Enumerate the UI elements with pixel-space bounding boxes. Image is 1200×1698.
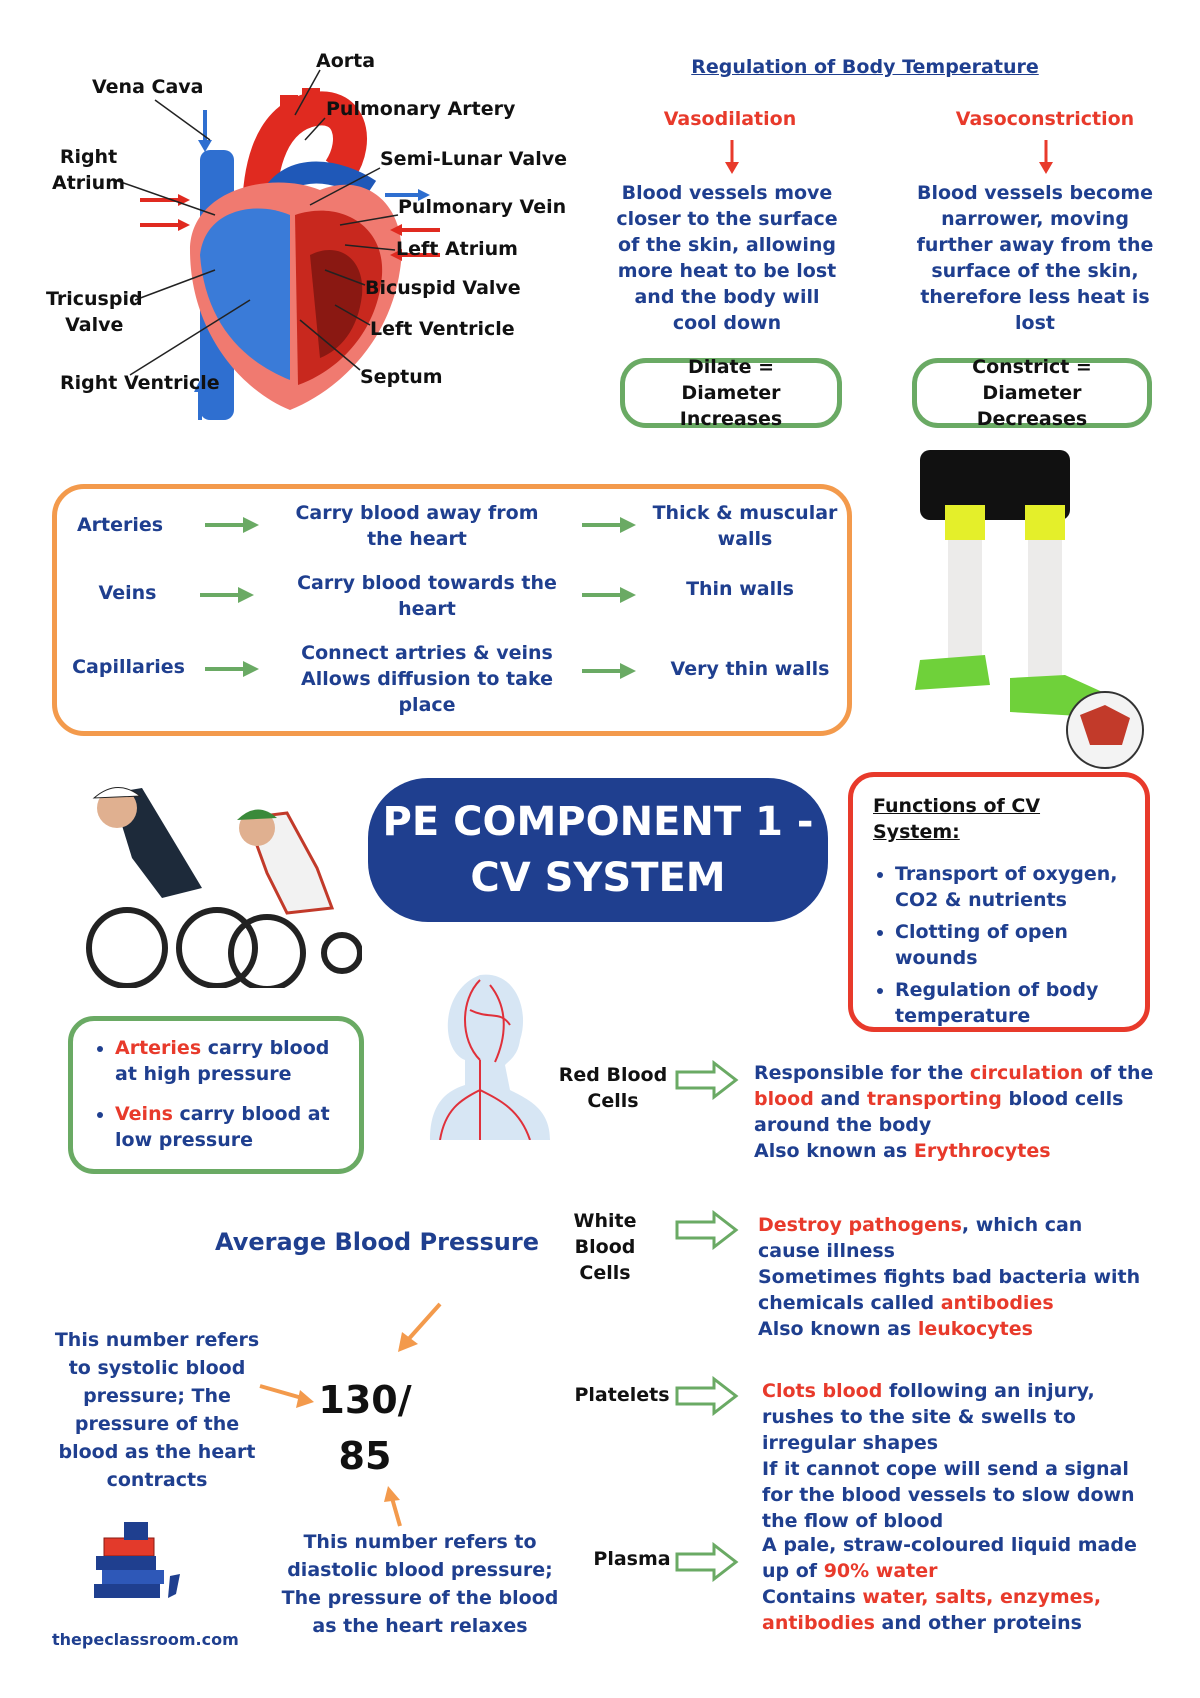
highlight: Erythrocytes: [913, 1140, 1051, 1162]
vasodilation-text: Blood vessels move closer to the surface of the skin, allowing more heat to be lost and the body will cool down: [616, 182, 838, 334]
label-pulmonary-artery: Pulmonary Artery: [326, 98, 516, 120]
vessel-name: Arteries: [76, 514, 164, 536]
books-logo-icon: [84, 1518, 184, 1612]
pressure-item-red: Veins: [115, 1103, 173, 1125]
bp-arrow-bottom: [380, 1484, 410, 1534]
label-right-atrium: [52, 144, 125, 196]
rbc-label-line1: Red Blood: [558, 1064, 668, 1086]
bp-heading: Average Blood Pressure: [215, 1228, 539, 1256]
highlight: Clots blood: [762, 1380, 883, 1402]
label-tricuspid-line2: Valve: [65, 314, 124, 336]
vasoconstriction-box-text: Constrict = Diameter Decreases: [972, 356, 1092, 430]
pressure-item-veins: [115, 1101, 341, 1153]
wbc-label: [540, 1208, 670, 1286]
label-aorta: Aorta: [316, 50, 376, 72]
functions-item: • Transport of oxygen, CO2 & nutrients: [895, 861, 1125, 913]
functions-item: • Regulation of body temperature: [895, 977, 1125, 1029]
highlight: circulation: [969, 1062, 1084, 1084]
label-septum: Septum: [360, 366, 443, 388]
text: of the: [1083, 1062, 1154, 1084]
plasma-desc-line2: [762, 1584, 1162, 1636]
temperature-title: Regulation of Body Temperature: [691, 56, 1039, 78]
highlight: water, salts, enzymes, antibodies: [762, 1586, 1102, 1634]
platelets-desc-line1: [762, 1378, 1160, 1456]
outline-arrow-icon: [674, 1542, 740, 1586]
text: Responsible for the: [754, 1062, 970, 1084]
plasma-label: Plasma: [593, 1548, 671, 1570]
pressure-item-text: carry blood at high pressure: [115, 1037, 330, 1085]
right-arrow-icon: [582, 514, 636, 540]
pressure-item-arteries: [115, 1035, 341, 1087]
right-arrow-icon: [200, 584, 254, 610]
page-title-line1: PE COMPONENT 1 -: [382, 799, 814, 845]
bp-arrow-top: [396, 1300, 446, 1358]
platelets-desc-line2: If it cannot cope will send a signal for the blood vessels to slow down the flow of blood: [762, 1458, 1135, 1532]
functions-list: [873, 861, 1125, 1029]
highlight: Destroy pathogens: [758, 1214, 962, 1236]
plasma-desc-line1: [762, 1532, 1162, 1584]
bp-value: [310, 1372, 420, 1484]
vasodilation-box-text: Dilate = Diameter Increases: [679, 356, 783, 430]
outline-arrow-icon: [674, 1376, 740, 1420]
bp-arrow-left: [258, 1380, 318, 1414]
vasodilation-box: [620, 358, 842, 428]
circulatory-body-image: [400, 950, 560, 1140]
bp-value-systolic: 130/: [318, 1378, 412, 1422]
highlight: leukocytes: [917, 1318, 1033, 1340]
heart-diagram: [40, 40, 600, 430]
pressure-item-red: Arteries: [115, 1037, 202, 1059]
vessel-name: Veins: [98, 582, 157, 604]
vasodilation-heading: Vasodilation: [663, 108, 797, 130]
wbc-desc-line1: [758, 1212, 1148, 1264]
vessel-name: Capillaries: [72, 656, 185, 678]
outline-arrow-icon: [674, 1060, 740, 1104]
vasoconstriction-arrow: [1036, 140, 1056, 180]
vasoconstriction-text: Blood vessels become narrower, moving further away from the surface of the skin, therefore less heat is lost: [916, 182, 1154, 334]
wbc-description: [758, 1212, 1148, 1342]
wbc-desc-line2: [758, 1264, 1148, 1316]
pressure-box: [68, 1016, 364, 1174]
vasoconstriction-heading: Vasoconstriction: [955, 108, 1135, 130]
rbc-label-line2: Cells: [587, 1090, 639, 1112]
highlight: 90% water: [823, 1560, 938, 1582]
pressure-list: [93, 1035, 341, 1153]
label-tricuspid-line1: Tricuspid: [46, 288, 143, 310]
platelets-label: Platelets: [574, 1384, 670, 1406]
vasoconstriction-box: [912, 358, 1152, 428]
vasodilation-arrow: [722, 140, 742, 180]
functions-box: [848, 772, 1150, 1032]
functions-item: • Clotting of open wounds: [895, 919, 1125, 971]
label-left-ventricle: Left Ventricle: [370, 318, 515, 340]
text: and: [813, 1088, 868, 1110]
right-arrow-icon: [582, 660, 636, 686]
label-right-atrium-line2: Atrium: [52, 172, 125, 194]
label-left-atrium: Left Atrium: [396, 238, 518, 260]
text: blood cells around the body: [754, 1088, 1124, 1136]
bp-systolic-note: This number refers to systolic blood pressure; The pressure of the blood as the heart contracts: [54, 1329, 260, 1491]
rbc-description: [754, 1060, 1154, 1164]
bp-value-diastolic: 85: [338, 1434, 392, 1478]
cyclists-image: [72, 778, 362, 988]
label-vena-cava: Vena Cava: [92, 76, 204, 98]
text: Contains: [762, 1586, 863, 1608]
platelets-description: [762, 1378, 1160, 1534]
site-url[interactable]: thepeclassroom.com: [52, 1630, 239, 1649]
wbc-label-line1: White Blood: [573, 1210, 637, 1258]
label-pulmonary-vein: Pulmonary Vein: [398, 196, 567, 218]
outline-arrow-icon: [674, 1210, 740, 1254]
bp-diastolic-note: This number refers to diastolic blood pressure; The pressure of the blood as the heart relaxes: [281, 1531, 559, 1637]
label-bicuspid-valve: Bicuspid Valve: [365, 277, 521, 299]
vessel-role: Carry blood away from the heart: [295, 502, 539, 550]
label-tricuspid-valve: [46, 286, 143, 338]
wbc-desc-line3: [758, 1316, 1148, 1342]
label-right-ventricle: Right Ventricle: [60, 372, 220, 394]
text: Also known as: [758, 1318, 918, 1340]
wbc-label-line2: Cells: [579, 1262, 631, 1284]
pressure-item-text: carry blood at low pressure: [115, 1103, 330, 1151]
rbc-desc-line1: [754, 1060, 1154, 1138]
text: Sometimes fights bad bacteria with chemicals called: [758, 1266, 1141, 1314]
footballer-image: [860, 450, 1160, 770]
vessel-role: Connect artries & veins Allows diffusion to take place: [301, 642, 553, 716]
rbc-label: [548, 1062, 678, 1114]
right-arrow-icon: [582, 584, 636, 610]
text: , which can cause illness: [758, 1214, 1083, 1262]
vessel-wall: Thin walls: [686, 578, 794, 600]
right-arrow-icon: [205, 658, 259, 684]
highlight: antibodies: [940, 1292, 1054, 1314]
functions-heading: Functions of CV System:: [873, 795, 1041, 843]
plasma-description: [762, 1532, 1162, 1636]
highlight: blood: [754, 1088, 814, 1110]
text: A pale, straw-coloured liquid made up of: [762, 1534, 1137, 1582]
vessel-wall: Very thin walls: [670, 658, 830, 680]
page-title: [368, 778, 828, 922]
highlight: transporting: [867, 1088, 1002, 1110]
label-right-atrium-line1: Right: [59, 146, 118, 168]
right-arrow-icon: [205, 514, 259, 540]
vessel-role: Carry blood towards the heart: [297, 572, 557, 620]
label-semilunar-valve: Semi-Lunar Valve: [380, 148, 568, 170]
rbc-desc-line2: [754, 1138, 1154, 1164]
page-title-line2: CV SYSTEM: [470, 855, 726, 901]
text: Also known as: [754, 1140, 914, 1162]
vessel-wall: Thick & muscular walls: [652, 502, 838, 550]
text: following an injury, rushes to the site & swells to irregular shapes: [762, 1380, 1095, 1454]
text: and other proteins: [874, 1612, 1082, 1634]
